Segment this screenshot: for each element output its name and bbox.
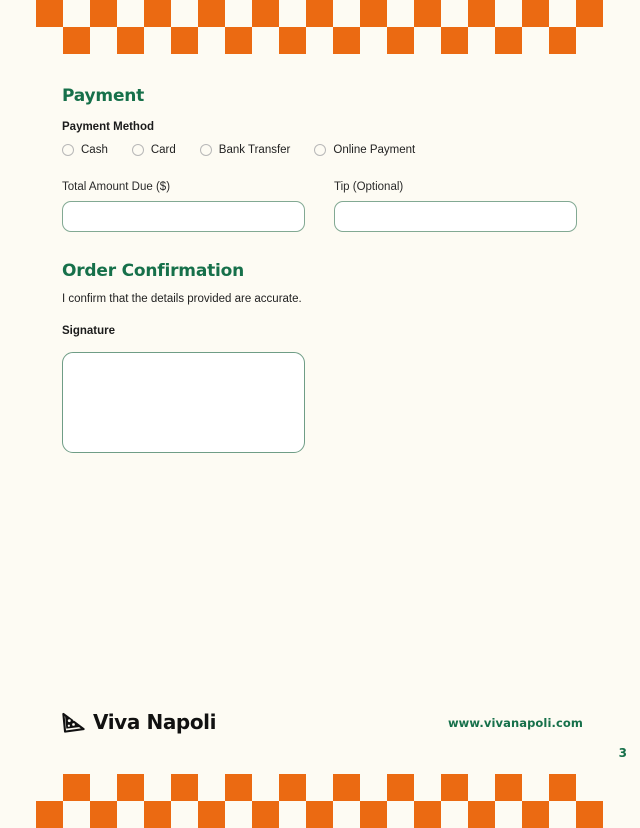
checker-square [549, 27, 576, 54]
bottom-checkerboard-band [0, 772, 640, 828]
checker-square [90, 0, 117, 27]
checker-square [144, 801, 171, 828]
payment-section-heading: Payment [62, 86, 145, 106]
checker-square [90, 801, 117, 828]
amount-fields-row [62, 181, 582, 232]
signature-input-box[interactable] [62, 352, 305, 453]
checker-square [441, 774, 468, 801]
checker-square [387, 774, 414, 801]
checker-square [36, 801, 63, 828]
signature-label: Signature [62, 325, 116, 337]
tip-label: Tip (Optional) [334, 181, 404, 193]
checker-square [63, 27, 90, 54]
checker-square [117, 27, 144, 54]
page-footer [0, 702, 640, 772]
checker-row-upper [0, 774, 640, 801]
radio-option-cash[interactable] [62, 144, 108, 156]
checker-square [306, 801, 333, 828]
checker-square [387, 27, 414, 54]
checker-square [306, 0, 333, 27]
checker-square [36, 0, 63, 27]
checker-square [468, 801, 495, 828]
checker-square [144, 0, 171, 27]
checker-square [63, 774, 90, 801]
checker-square [198, 0, 225, 27]
checker-square [117, 774, 144, 801]
checker-square [441, 27, 468, 54]
checker-row-lower [0, 27, 640, 54]
tip-field-group [334, 181, 577, 232]
total-amount-field-group [62, 181, 305, 232]
checker-square [576, 0, 603, 27]
radio-circle-icon[interactable] [132, 144, 144, 156]
checker-square [495, 774, 522, 801]
radio-circle-icon[interactable] [314, 144, 326, 156]
checker-square [252, 0, 279, 27]
checker-square [279, 27, 306, 54]
checker-square [468, 0, 495, 27]
checker-square [360, 801, 387, 828]
checker-row-upper [0, 0, 640, 27]
payment-method-label: Payment Method [62, 121, 155, 133]
page-number: 3 [618, 746, 627, 760]
checker-square [225, 27, 252, 54]
order-confirmation-heading: Order Confirmation [62, 261, 245, 281]
tip-input[interactable] [334, 201, 577, 232]
checker-square [522, 0, 549, 27]
checker-square [252, 801, 279, 828]
pizza-slice-icon [60, 708, 87, 735]
checker-square [171, 27, 198, 54]
checker-square [360, 0, 387, 27]
confirmation-statement: I confirm that the details provided are accurate. [62, 293, 302, 305]
radio-option-card[interactable] [132, 144, 176, 156]
checker-square [333, 27, 360, 54]
payment-method-radio-group [62, 144, 439, 156]
checker-square [576, 801, 603, 828]
radio-label-bank-transfer: Bank Transfer [218, 144, 291, 156]
radio-circle-icon[interactable] [62, 144, 74, 156]
checker-square [225, 774, 252, 801]
total-amount-label: Total Amount Due ($) [62, 181, 171, 193]
radio-option-bank-transfer[interactable] [200, 144, 291, 156]
checker-square [279, 774, 306, 801]
radio-option-online-payment[interactable] [314, 144, 415, 156]
checker-row-lower [0, 801, 640, 828]
checker-square [333, 774, 360, 801]
checker-square [171, 774, 198, 801]
checker-square [522, 801, 549, 828]
top-checkerboard-band [0, 0, 640, 56]
checker-square [414, 801, 441, 828]
website-url[interactable]: www.vivanapoli.com [447, 716, 583, 730]
checker-square [549, 774, 576, 801]
radio-label-cash: Cash [81, 144, 108, 156]
total-amount-input[interactable] [62, 201, 305, 232]
radio-label-online-payment: Online Payment [333, 144, 416, 156]
radio-label-card: Card [150, 144, 176, 156]
checker-square [414, 0, 441, 27]
brand-logo [60, 708, 216, 735]
brand-name: Viva Napoli [93, 709, 217, 734]
radio-circle-icon[interactable] [200, 144, 212, 156]
checker-square [198, 801, 225, 828]
checker-square [495, 27, 522, 54]
